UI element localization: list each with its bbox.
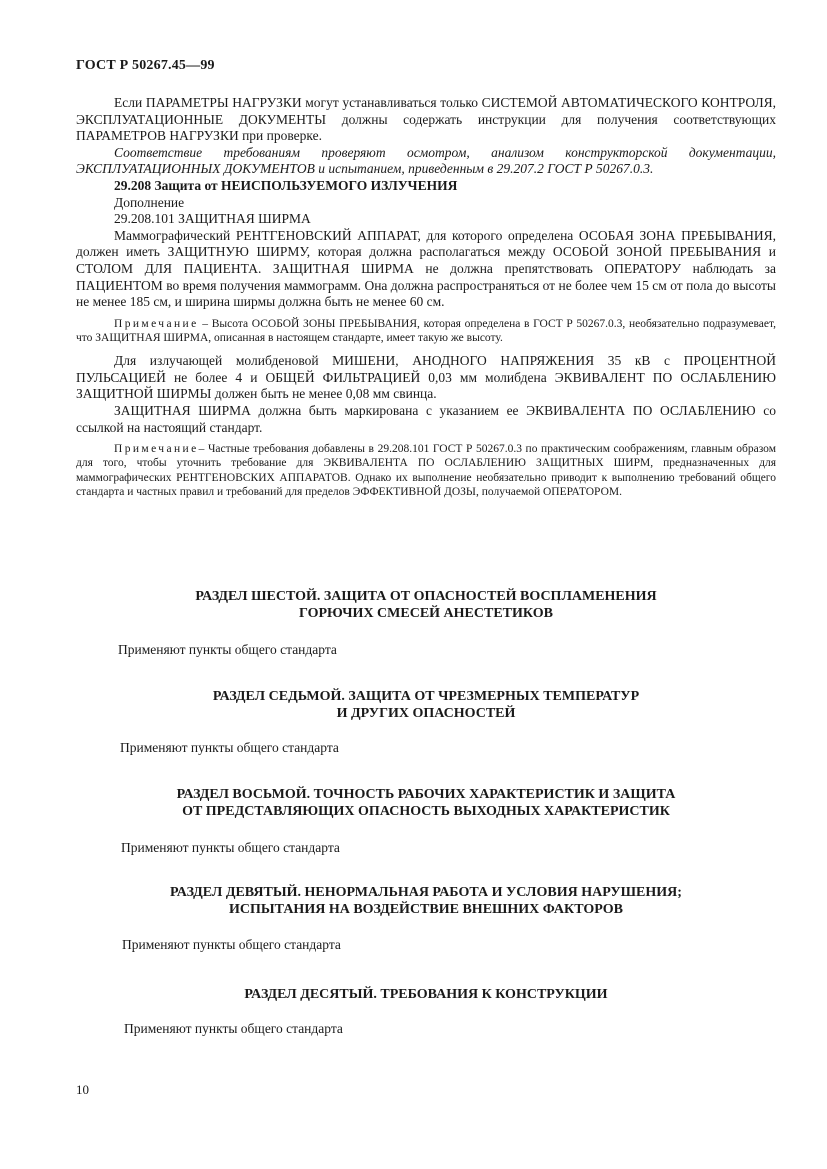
section-6-title-line-2: ГОРЮЧИХ СМЕСЕЙ АНЕСТЕТИКОВ <box>299 606 553 621</box>
page-number: 10 <box>76 1082 89 1097</box>
section-10-title-line-1: РАЗДЕЛ ДЕСЯТЫЙ. ТРЕБОВАНИЯ К КОНСТРУКЦИИ <box>244 987 608 1002</box>
note-1-text: – Высота ОСОБОЙ ЗОНЫ ПРЕБЫВАНИЯ, которая определена в ГОСТ Р 50267.0.3, необязательно подразумевает, что ЗАЩИТНАЯ ШИРМА, описанная в настоящем стандарте, имеет такую же высоту. <box>76 317 776 344</box>
note-1-label: Примечание <box>114 317 199 330</box>
section-6-body: Применяют пункты общего стандарта <box>118 642 337 657</box>
section-10-title <box>76 986 776 1003</box>
section-7-title-line-2: И ДРУГИХ ОПАСНОСТЕЙ <box>336 706 516 721</box>
section-9-title <box>76 884 776 918</box>
clause-heading-29-208: 29.208 Защита от НЕИСПОЛЬЗУЕМОГО ИЗЛУЧЕНИЯ <box>114 177 458 193</box>
section-7-title <box>76 688 776 722</box>
spacer <box>76 345 776 353</box>
note-2-label: Примечание <box>114 443 199 456</box>
section-8-title <box>76 786 776 820</box>
compliance-statement: Соответствие требованиям проверяют осмотром, анализом конструкторской документации, ЭКСПЛУАТАЦИОННЫХ ДОКУМЕНТОВ и испытанием, приведенным в 29.207.2 ГОСТ Р 50267.0.3. <box>76 144 776 177</box>
paragraph-load-parameters: Если ПАРАМЕТРЫ НАГРУЗКИ могут устанавливаться только СИСТЕМОЙ АВТОМАТИЧЕСКОГО КОНТРОЛЯ, ЭКСПЛУАТАЦИОННЫЕ ДОКУМЕНТЫ должны содержать инструкции для получения соответствующих ПАРАМЕТРОВ НАГРУЗКИ при проверке. <box>76 95 776 144</box>
addition-label: Дополнение <box>114 194 185 210</box>
section-9-title-line-2: ИСПЫТАНИЯ НА ВОЗДЕЙСТВИЕ ВНЕШНИХ ФАКТОРОВ <box>229 902 623 917</box>
section-7-title-line-1: РАЗДЕЛ СЕДЬМОЙ. ЗАЩИТА ОТ ЧРЕЗМЕРНЫХ ТЕМПЕРАТУР <box>212 689 640 704</box>
section-7-body: Применяют пункты общего стандарта <box>120 740 339 755</box>
note-2-text: – Частные требования добавлены в 29.208.101 ГОСТ Р 50267.0.3 по практическим соображениям, главным образом для того, чтобы уточнить требование для ЭКВИВАЛЕНТА ПО ОСЛАБЛЕНИЮ ЗАЩИТНЫХ ШИРМ, предназначенных для маммографических РЕНТГЕНОВСКИХ АППАРАТОВ. Однако их выполнение необязательно приводит к выполнению требований общего стандарта и частных правил и требований для пределов ЭФФЕКТИВНОЙ ДОЗЫ, получаемой ОПЕРАТОРОМ. <box>76 443 776 498</box>
note-1 <box>76 317 776 345</box>
section-6-title <box>76 588 776 622</box>
page-header: ГОСТ Р 50267.45—99 <box>76 58 215 73</box>
section-8-title-line-2: ОТ ПРЕДСТАВЛЯЮЩИХ ОПАСНОСТЬ ВЫХОДНЫХ ХАРАКТЕРИСТИК <box>182 804 670 819</box>
paragraph-screen-marking: ЗАЩИТНАЯ ШИРМА должна быть маркирована с указанием ее ЭКВИВАЛЕНТА ПО ОСЛАБЛЕНИЮ со ссылкой на настоящий стандарт. <box>76 402 776 435</box>
paragraph-protective-screen: Маммографический РЕНТГЕНОВСКИЙ АППАРАТ, для которого определена ОСОБАЯ ЗОНА ПРЕБЫВАНИЯ, должен иметь ЗАЩИТНУЮ ШИРМУ, которая должна располагаться между ОСОБОЙ ЗОНОЙ ПРЕБЫВАНИЯ и СТОЛОМ ДЛЯ ПАЦИЕНТА. ЗАЩИТНАЯ ШИРМА не должна препятствовать ОПЕРАТОРУ наблюдать за ПАЦИЕНТОМ во время получения маммограмм. Она должна распространяться от не более чем 15 см от пола до высоты не менее 185 см, и ширина ширмы должна быть не менее 60 см. <box>76 227 776 310</box>
note-2 <box>76 442 776 499</box>
section-8-body: Применяют пункты общего стандарта <box>121 840 340 855</box>
main-text-block <box>76 95 776 499</box>
section-8-title-line-1: РАЗДЕЛ ВОСЬМОЙ. ТОЧНОСТЬ РАБОЧИХ ХАРАКТЕРИСТИК И ЗАЩИТА <box>176 787 676 802</box>
section-10-body: Применяют пункты общего стандарта <box>124 1021 343 1036</box>
sub-clause-heading-29-208-101: 29.208.101 ЗАЩИТНАЯ ШИРМА <box>114 211 311 227</box>
section-9-body: Применяют пункты общего стандарта <box>122 937 341 952</box>
paragraph-molybdenum-target: Для излучающей молибденовой МИШЕНИ, АНОДНОГО НАПРЯЖЕНИЯ 35 кВ с ПРОЦЕНТНОЙ ПУЛЬСАЦИЕЙ не более 4 и ОБЩЕЙ ФИЛЬТРАЦИЕЙ 0,03 мм молибдена ЭКВИВАЛЕНТ ПО ОСЛАБЛЕНИЮ ЗАЩИТНОЙ ШИРМЫ должен быть не менее 0,08 мм свинца. <box>76 353 776 402</box>
section-9-title-line-1: РАЗДЕЛ ДЕВЯТЫЙ. НЕНОРМАЛЬНАЯ РАБОТА И УСЛОВИЯ НАРУШЕНИЯ; <box>170 885 682 900</box>
section-6-title-line-1: РАЗДЕЛ ШЕСТОЙ. ЗАЩИТА ОТ ОПАСНОСТЕЙ ВОСПЛАМЕНЕНИЯ <box>195 589 657 604</box>
